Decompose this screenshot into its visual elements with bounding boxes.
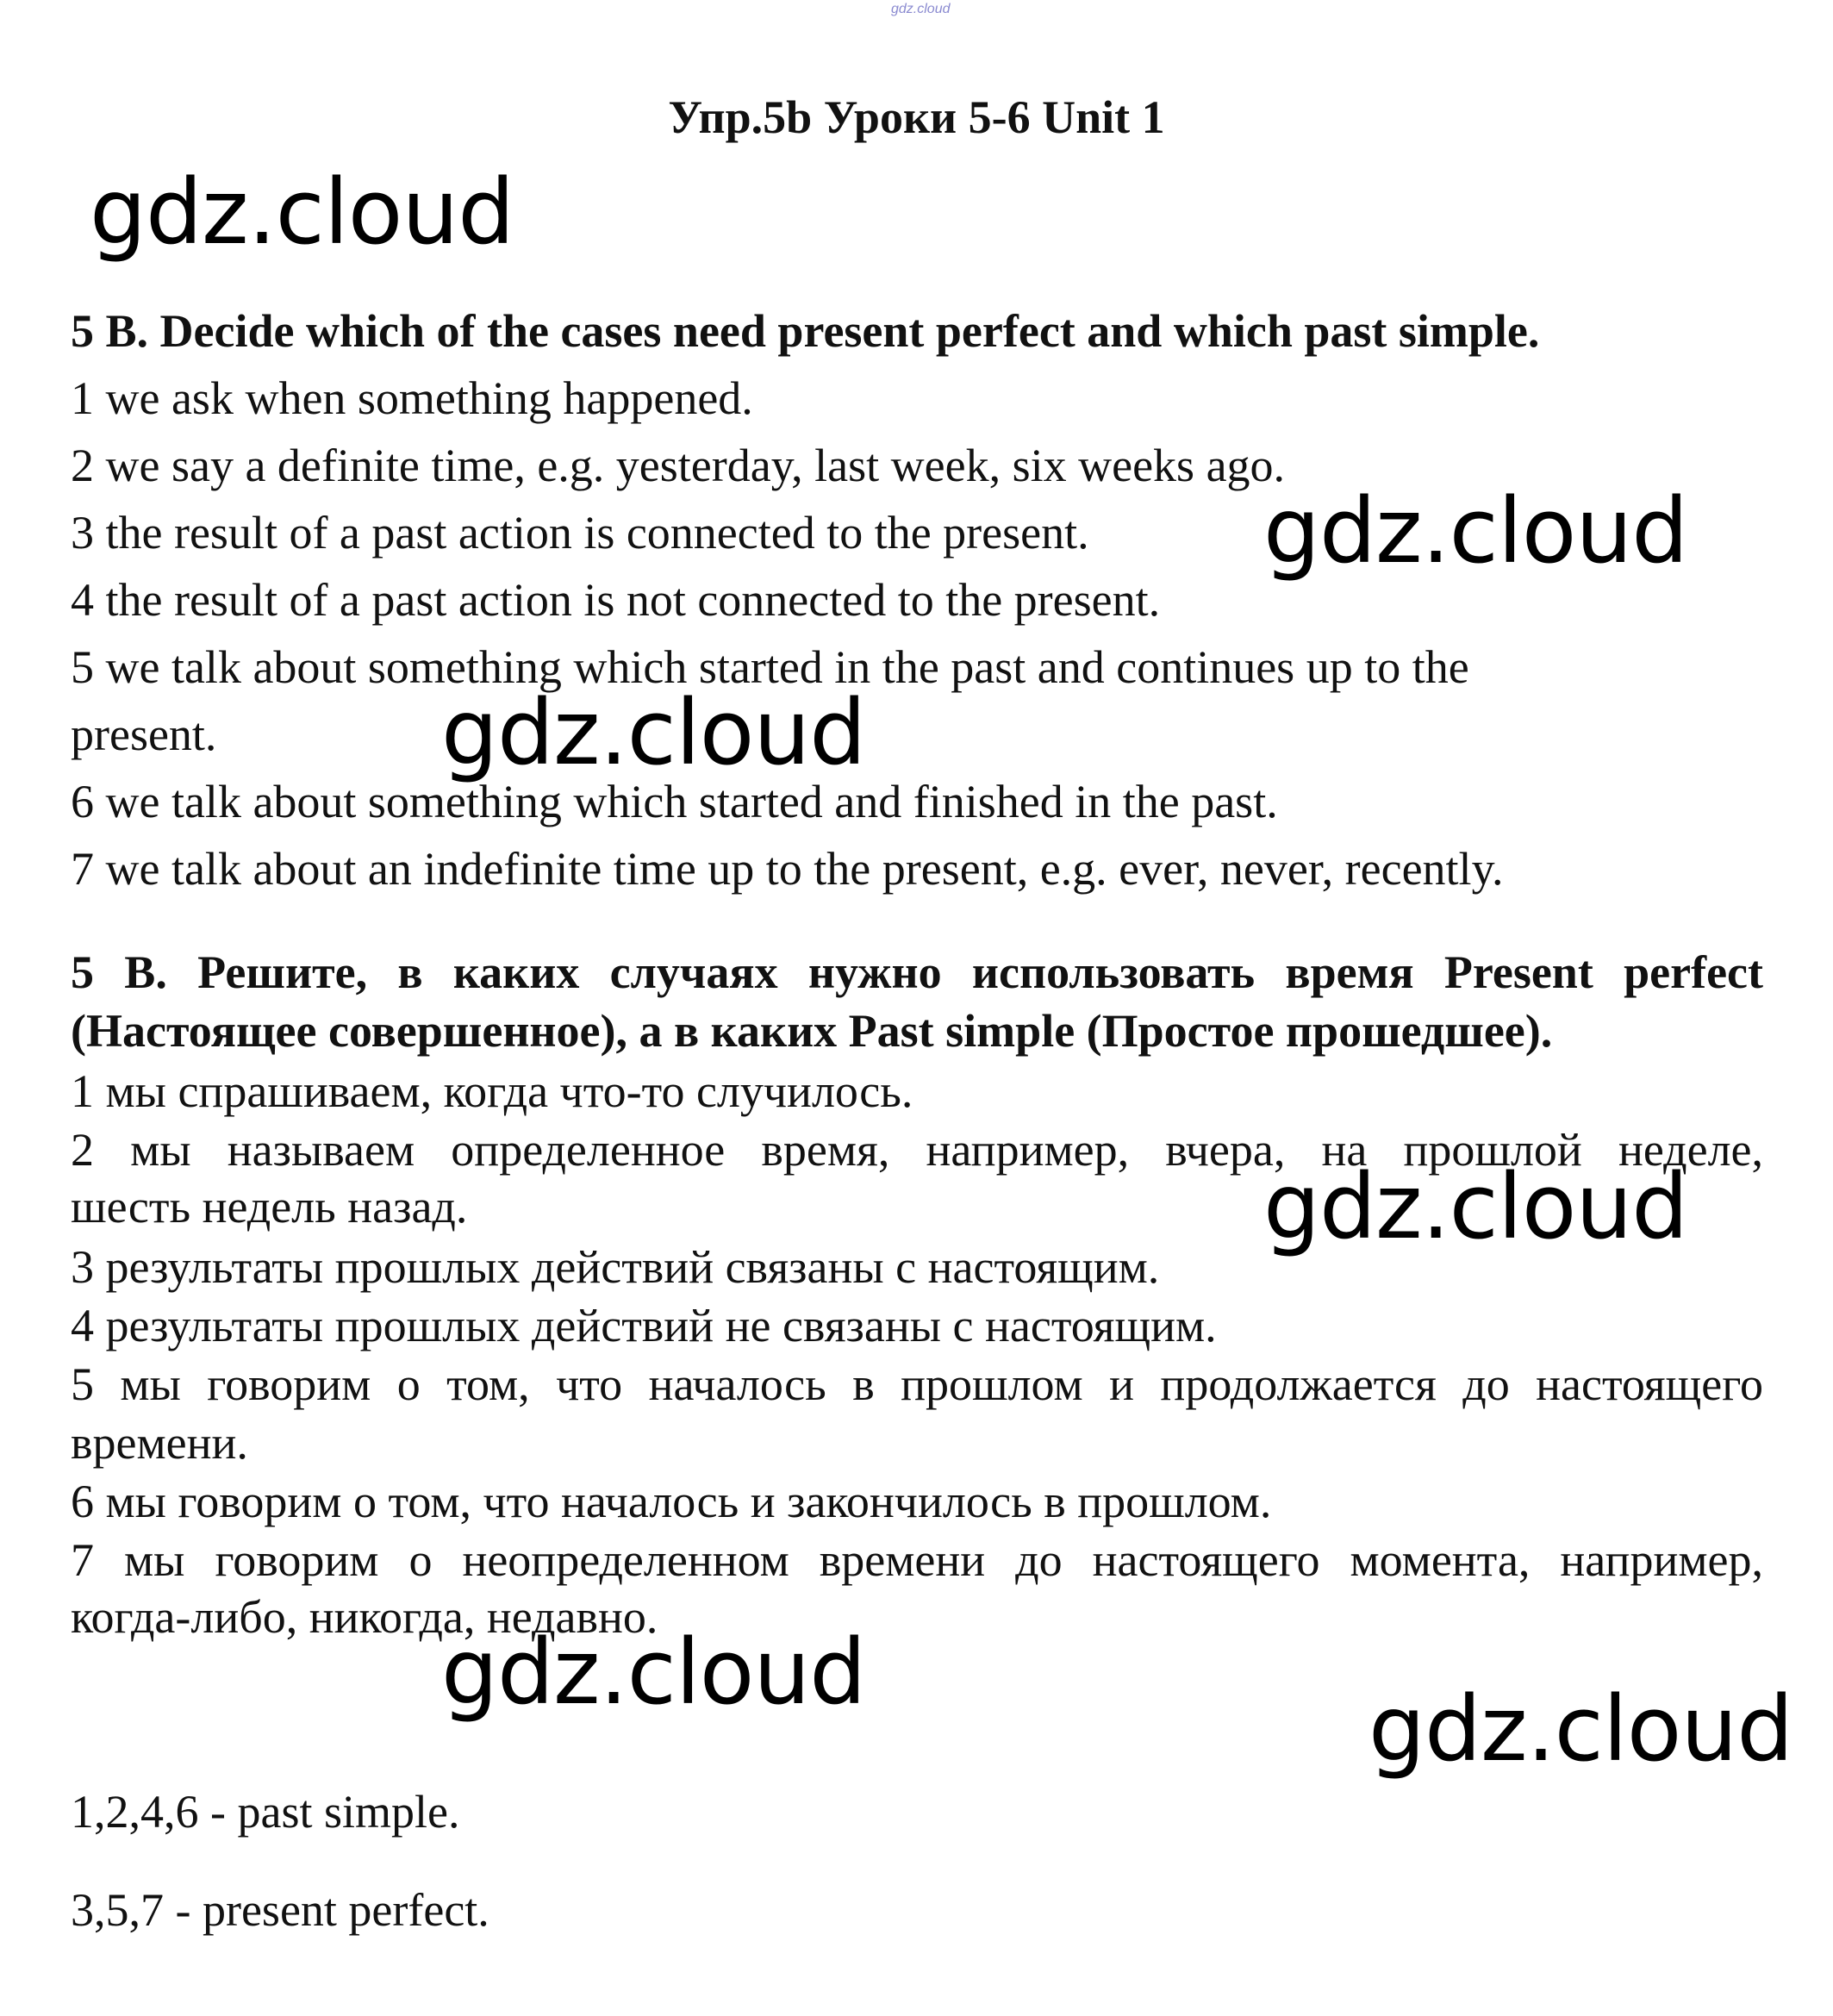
russian-item: 1 мы спрашиваем, когда что-то случилось. [71,1065,913,1117]
answer-line: 3,5,7 - present perfect. [71,1884,489,1936]
watermark-logo: gdz.cloud [441,1620,866,1725]
watermark-logo: gdz.cloud [441,680,866,785]
english-heading: 5 B. Decide which of the cases need present perfect and which past simple. [71,305,1540,357]
russian-item: 2 мы называем определенное время, например, вчера, на прошлой неделе, [71,1124,1763,1176]
english-item: 5 we talk about something which started in the past and continues up to the [71,641,1469,693]
watermark-logo: gdz.cloud [1263,478,1688,584]
russian-heading-line: (Настоящее совершенное), а в каких Past simple (Простое прошедшее). [71,1005,1553,1057]
english-item: 1 we ask when something happened. [71,372,753,424]
answer-line: 1,2,4,6 - past simple. [71,1786,460,1838]
russian-item: 5 мы говорим о том, что началось в прошлом и продолжается до настоящего [71,1358,1763,1410]
english-item: 6 we talk about something which started and finished in the past. [71,776,1278,827]
english-item: 7 we talk about an indefinite time up to the present, e.g. ever, never, recently. [71,843,1504,895]
russian-item: 3 результаты прошлых действий связаны с настоящим. [71,1241,1160,1293]
watermark-logo: gdz.cloud [1369,1676,1793,1782]
watermark-logo: gdz.cloud [1263,1154,1688,1259]
russian-heading-line: 5 B. Решите, в каких случаях нужно использовать время Present perfect [71,946,1763,998]
english-item: present. [71,708,217,760]
page-title: Упр.5b Уроки 5-6 Unit 1 [668,91,1165,143]
russian-item: времени. [71,1417,248,1469]
russian-item: 4 результаты прошлых действий не связаны с настоящим. [71,1300,1217,1351]
english-item: 3 the result of a past action is connected to the present. [71,507,1089,559]
watermark-logo: gdz.cloud [90,159,514,265]
russian-item: 7 мы говорим о неопределенном времени до настоящего момента, например, [71,1534,1763,1586]
english-item: 2 we say a definite time, e.g. yesterday, last week, six weeks ago. [71,440,1286,491]
russian-item: когда-либо, никогда, недавно. [71,1591,658,1643]
russian-item: 6 мы говорим о том, что началось и закончилось в прошлом. [71,1476,1272,1527]
russian-item: шесть недель назад. [71,1181,468,1233]
english-item: 4 the result of a past action is not connected to the present. [71,574,1161,626]
top-watermark: gdz.cloud [891,2,951,16]
